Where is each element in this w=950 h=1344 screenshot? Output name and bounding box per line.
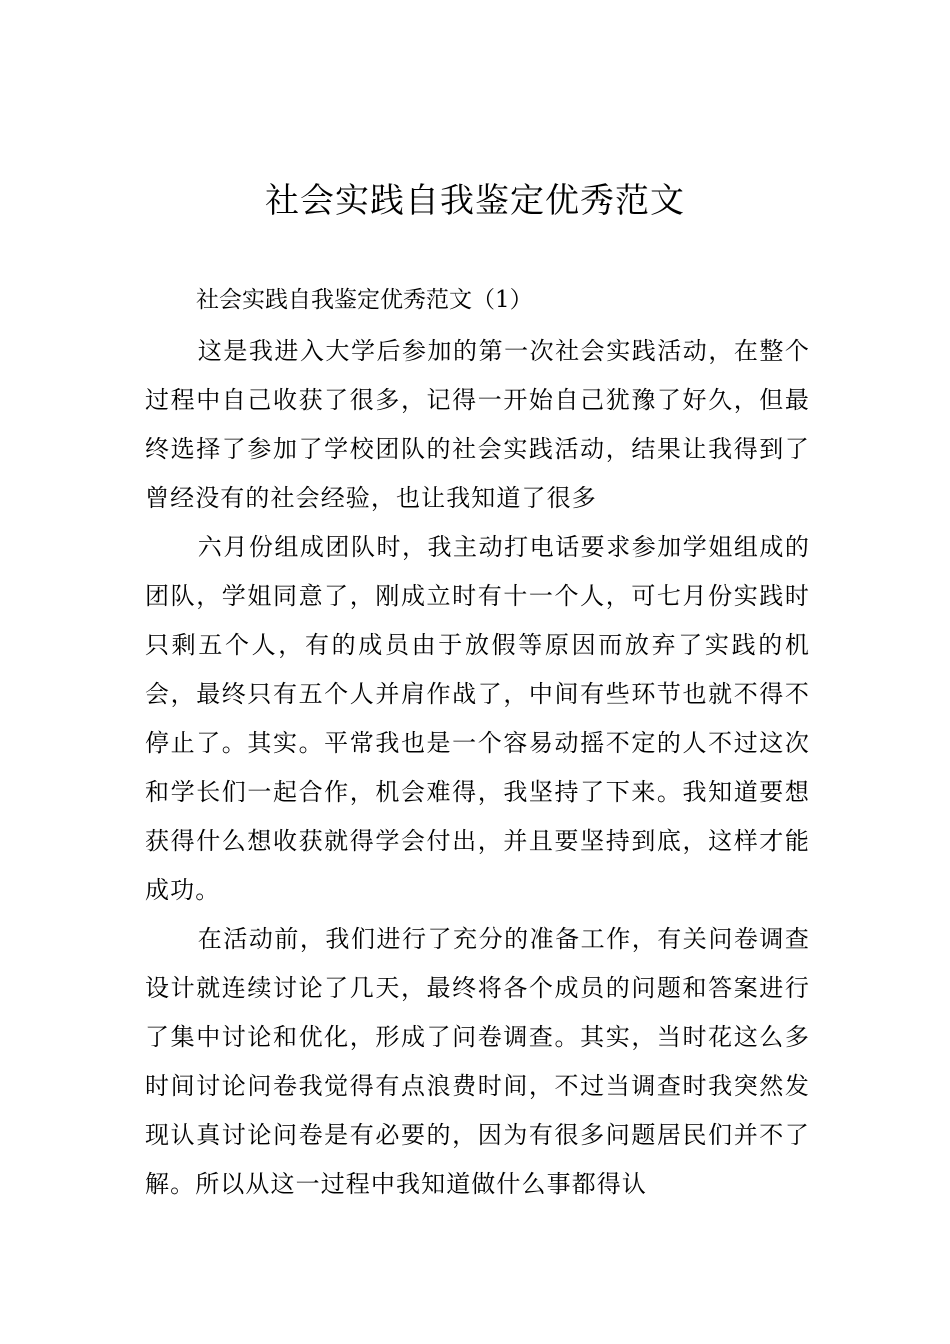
section-heading: 社会实践自我鉴定优秀范文（1） [196,287,533,313]
paragraph-1: 这是我进入大学后参加的第一次社会实践活动，在整个过程中自己收获了很多，记得一开始自己犹豫了好久，但最终选择了参加了学校团队的社会实践活动，结果让我得到了曾经没有的社会经验，也让我知道了很多 [145,337,810,512]
paragraph-2: 六月份组成团队时，我主动打电话要求参加学姐组成的团队，学姐同意了，刚成立时有十一个人，可七月份实践时只剩五个人，有的成员由于放假等原因而放弃了实践的机会，最终只有五个人并肩作战了，中间有些环节也就不得不停止了。其实。平常我也是一个容易动摇不定的人不过这次和学长们一起合作，机会难得，我坚持了下来。我知道要想获得什么想收获就得学会付出，并且要坚持到底，这样才能成功。 [145,533,810,904]
document-body [145,327,810,1209]
document-title: 社会实践自我鉴定优秀范文 [265,181,685,221]
paragraph-3: 在活动前，我们进行了充分的准备工作，有关问卷调查设计就连续讨论了几天，最终将各个成员的问题和答案进行了集中讨论和优化，形成了问卷调查。其实，当时花这么多时间讨论问卷我觉得有点浪费时间，不过当调查时我突然发现认真讨论问卷是有必要的，因为有很多问题居民们并不了解。所以从这一过程中我知道做什么事都得认 [145,925,810,1198]
